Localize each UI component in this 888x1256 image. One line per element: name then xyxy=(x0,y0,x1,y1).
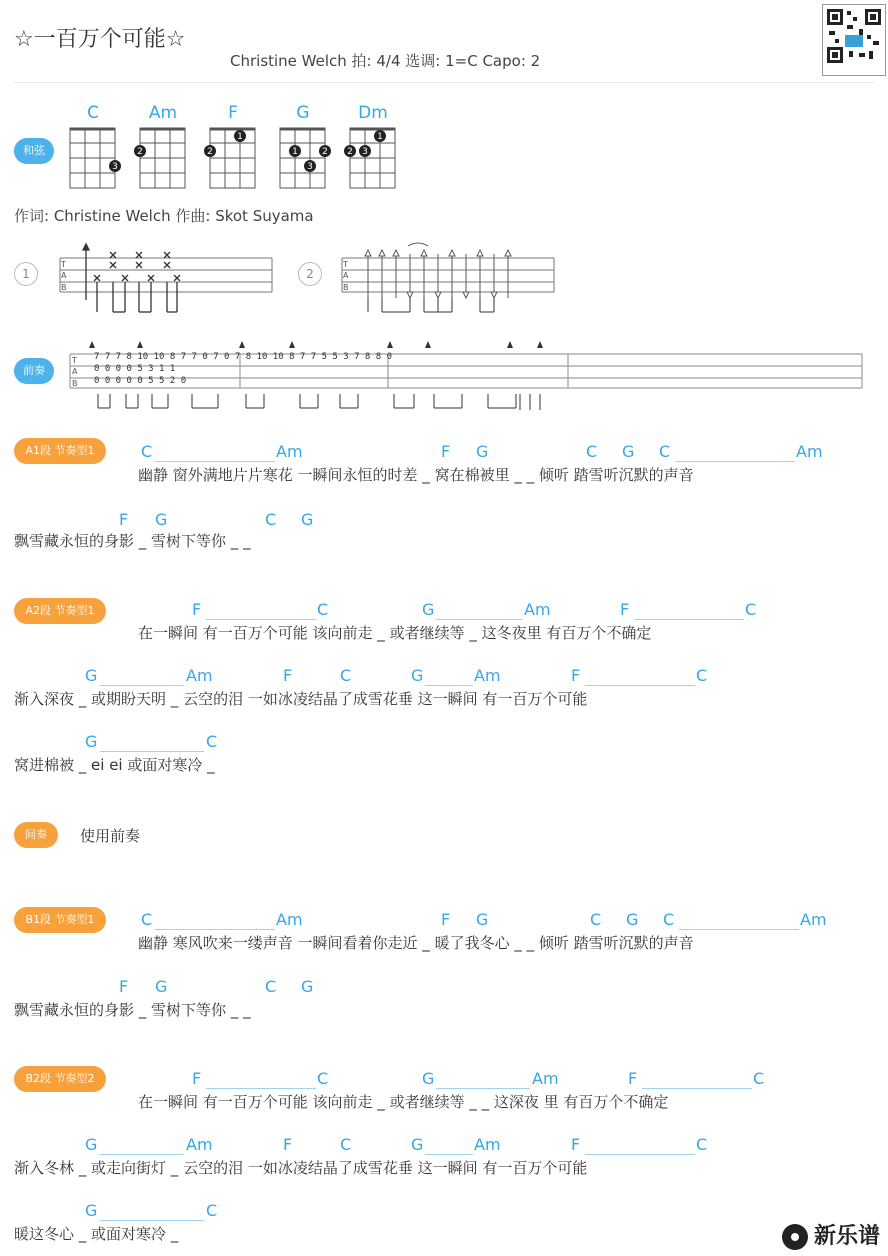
chord-line xyxy=(436,619,522,620)
chord-label: F xyxy=(571,666,581,685)
chord-label: Am xyxy=(524,600,551,619)
intro-label: 前奏 xyxy=(14,358,54,384)
chord-label: C xyxy=(659,442,671,461)
a1-line-1 xyxy=(0,440,888,490)
svg-text:B: B xyxy=(72,379,78,388)
chord-label: F xyxy=(620,600,630,619)
svg-text:1: 1 xyxy=(292,147,298,157)
chord-label: F xyxy=(192,600,202,619)
header-divider xyxy=(14,82,874,83)
chord-label: G xyxy=(622,442,635,461)
chord-label: F xyxy=(192,1069,202,1088)
chord-label: G xyxy=(476,442,489,461)
chord-label: Am xyxy=(186,666,213,685)
vinyl-disc-icon xyxy=(782,1224,808,1250)
chord-label: Am xyxy=(474,666,501,685)
chord-label: G xyxy=(85,666,98,685)
chord-label: C xyxy=(696,1135,708,1154)
lyric-line: 飘雪藏永恒的身影 _ 雪树下等你 _ _ xyxy=(14,532,251,550)
chord-line xyxy=(155,461,275,462)
chord-line xyxy=(155,929,275,930)
credits: 作词: Christine Welch 作曲: Skot Suyama xyxy=(14,207,314,225)
chord-line xyxy=(100,1154,184,1155)
chord-label: F xyxy=(441,910,451,929)
chord-label: Am xyxy=(800,910,827,929)
svg-text:T: T xyxy=(343,260,348,269)
chord-label: C xyxy=(753,1069,765,1088)
intro-tab-staff xyxy=(68,338,864,416)
chord-name-dm: Dm xyxy=(358,103,388,123)
chord-name-f: F xyxy=(228,103,238,123)
svg-text:T: T xyxy=(72,356,77,365)
chord-label: C xyxy=(317,1069,329,1088)
strum-pattern-1 xyxy=(56,240,276,315)
b2-line-1 xyxy=(0,1069,888,1119)
chord-label: Am xyxy=(532,1069,559,1088)
chord-label: C xyxy=(663,910,675,929)
svg-text:A: A xyxy=(72,367,78,376)
chord-label: F xyxy=(283,666,293,685)
chord-label: F xyxy=(441,442,451,461)
intro-tab-low: 0 0 0 0 0 5 5 2 0 xyxy=(94,376,187,386)
chord-label: C xyxy=(340,1135,352,1154)
section-label-a2: A2段 节奏型1 xyxy=(14,598,106,624)
chord-name-g: G xyxy=(296,103,310,123)
chord-label: G xyxy=(626,910,639,929)
chord-label: C xyxy=(206,1201,218,1220)
svg-text:T: T xyxy=(61,260,66,269)
lyric-line: 在一瞬间 有一百万个可能 该向前走 _ 或者继续等 _ 这冬夜里 有百万个不确定 xyxy=(138,624,652,642)
a2-line-1 xyxy=(0,600,888,650)
site-logo xyxy=(782,1219,880,1250)
section-label-interlude: 间奏 xyxy=(14,822,58,848)
chord-label: G xyxy=(411,666,424,685)
chord-name-c: C xyxy=(87,103,99,123)
chord-label: C xyxy=(317,600,329,619)
intro-tab-top: 7 7 7 8 10 10 8 7 7 0 7 0 7 8 10 10 8 7 7 5 5 3 7 8 8 0 xyxy=(94,352,393,362)
chord-line xyxy=(206,619,316,620)
svg-text:1: 1 xyxy=(237,132,243,142)
lyric-line: 在一瞬间 有一百万个可能 该向前走 _ 或者继续等 _ _ 这深夜 里 有百万个不确定 xyxy=(138,1093,669,1111)
chord-label: G xyxy=(301,510,314,529)
chord-label: C xyxy=(590,910,602,929)
svg-text:2: 2 xyxy=(322,147,328,157)
svg-text:2: 2 xyxy=(137,147,143,157)
chord-label: C xyxy=(586,442,598,461)
chord-diagrams xyxy=(60,126,400,196)
chord-label: Am xyxy=(276,910,303,929)
qr-code-icon xyxy=(822,4,886,76)
svg-text:B: B xyxy=(61,283,67,292)
chord-line xyxy=(436,1088,530,1089)
song-meta: Christine Welch 拍: 4/4 选调: 1=C Capo: 2 xyxy=(230,52,541,70)
chord-label: F xyxy=(119,510,129,529)
chord-label: G xyxy=(476,910,489,929)
svg-text:2: 2 xyxy=(207,147,213,157)
chord-label: Am xyxy=(474,1135,501,1154)
chord-label: C xyxy=(745,600,757,619)
chord-label: C xyxy=(141,910,153,929)
svg-text:1: 1 xyxy=(377,132,383,142)
lyric-line: 幽静 窗外满地片片寒花 一瞬间永恒的时差 _ 窝在棉被里 _ _ 倾听 踏雪听沉默的声音 xyxy=(138,466,694,484)
svg-text:A: A xyxy=(61,271,67,280)
chord-line xyxy=(585,1154,695,1155)
chord-label: G xyxy=(301,977,314,996)
lyric-line: 幽静 寒风吹来一缕声音 一瞬间看着你走近 _ 暖了我冬心 _ _ 倾听 踏雪听沉默的声音 xyxy=(138,934,694,952)
chord-line xyxy=(675,461,795,462)
chord-label: G xyxy=(411,1135,424,1154)
pattern-number-1: 1 xyxy=(14,262,38,286)
lyric-line: 暖这冬心 _ 或面对寒冷 _ xyxy=(14,1225,179,1243)
chord-label: Am xyxy=(276,442,303,461)
section-label-b1: B1段 节奏型1 xyxy=(14,907,106,933)
chord-line xyxy=(642,1088,752,1089)
chord-label: C xyxy=(265,977,277,996)
chord-label: G xyxy=(422,1069,435,1088)
chord-label: G xyxy=(85,1135,98,1154)
svg-text:A: A xyxy=(343,271,349,280)
chords-label: 和弦 xyxy=(14,138,54,164)
chord-label: F xyxy=(571,1135,581,1154)
svg-text:3: 3 xyxy=(112,162,118,172)
section-label-a1: A1段 节奏型1 xyxy=(14,438,106,464)
svg-text:3: 3 xyxy=(362,147,368,157)
interlude-text: 使用前奏 xyxy=(80,827,141,845)
chord-line xyxy=(206,1088,316,1089)
strum-pattern-2 xyxy=(338,240,558,315)
b1-line-1 xyxy=(0,910,888,960)
chord-label: G xyxy=(85,1201,98,1220)
chord-label: F xyxy=(283,1135,293,1154)
svg-text:B: B xyxy=(343,283,349,292)
b2-line-3 xyxy=(0,1201,888,1251)
chord-line xyxy=(425,1154,473,1155)
chord-label: C xyxy=(696,666,708,685)
chord-label: C xyxy=(340,666,352,685)
b2-line-2 xyxy=(0,1135,888,1185)
chord-line xyxy=(100,685,184,686)
pattern-number-2: 2 xyxy=(298,262,322,286)
chord-label: F xyxy=(119,977,129,996)
chord-label: G xyxy=(155,510,168,529)
chord-line xyxy=(585,685,695,686)
lyric-line: 窝进棉被 _ ei ei 或面对寒冷 _ xyxy=(14,756,215,774)
section-label-b2: B2段 节奏型2 xyxy=(14,1066,106,1092)
a2-line-2 xyxy=(0,666,888,716)
lyric-line: 渐入深夜 _ 或期盼天明 _ 云空的泪 一如冰凌结晶了成雪花垂 这一瞬间 有一百万个可能 xyxy=(14,690,588,708)
intro-tab-mid: 0 0 0 0 5 3 1 1 xyxy=(94,364,176,374)
chord-label: C xyxy=(206,732,218,751)
logo-text: 新乐谱 xyxy=(813,1224,880,1249)
chord-line xyxy=(100,751,204,752)
chord-line xyxy=(634,619,744,620)
a1-line-2 xyxy=(0,508,888,558)
chord-label: Am xyxy=(186,1135,213,1154)
a2-line-3 xyxy=(0,732,888,782)
chord-label: G xyxy=(85,732,98,751)
svg-text:2: 2 xyxy=(347,147,353,157)
chord-line xyxy=(100,1220,204,1221)
chord-line xyxy=(425,685,473,686)
chord-label: G xyxy=(422,600,435,619)
song-title: ☆一百万个可能☆ xyxy=(14,27,186,52)
lyric-line: 飘雪藏永恒的身影 _ 雪树下等你 _ _ xyxy=(14,1001,251,1019)
chord-name-am: Am xyxy=(148,103,178,123)
chord-label: C xyxy=(141,442,153,461)
chord-label: F xyxy=(628,1069,638,1088)
b1-line-2 xyxy=(0,977,888,1027)
chord-line xyxy=(679,929,799,930)
lyric-line: 渐入冬林 _ 或走向街灯 _ 云空的泪 一如冰凌结晶了成雪花垂 这一瞬间 有一百万个可能 xyxy=(14,1159,588,1177)
svg-text:3: 3 xyxy=(307,162,313,172)
chord-label: Am xyxy=(796,442,823,461)
chord-label: G xyxy=(155,977,168,996)
chord-label: C xyxy=(265,510,277,529)
